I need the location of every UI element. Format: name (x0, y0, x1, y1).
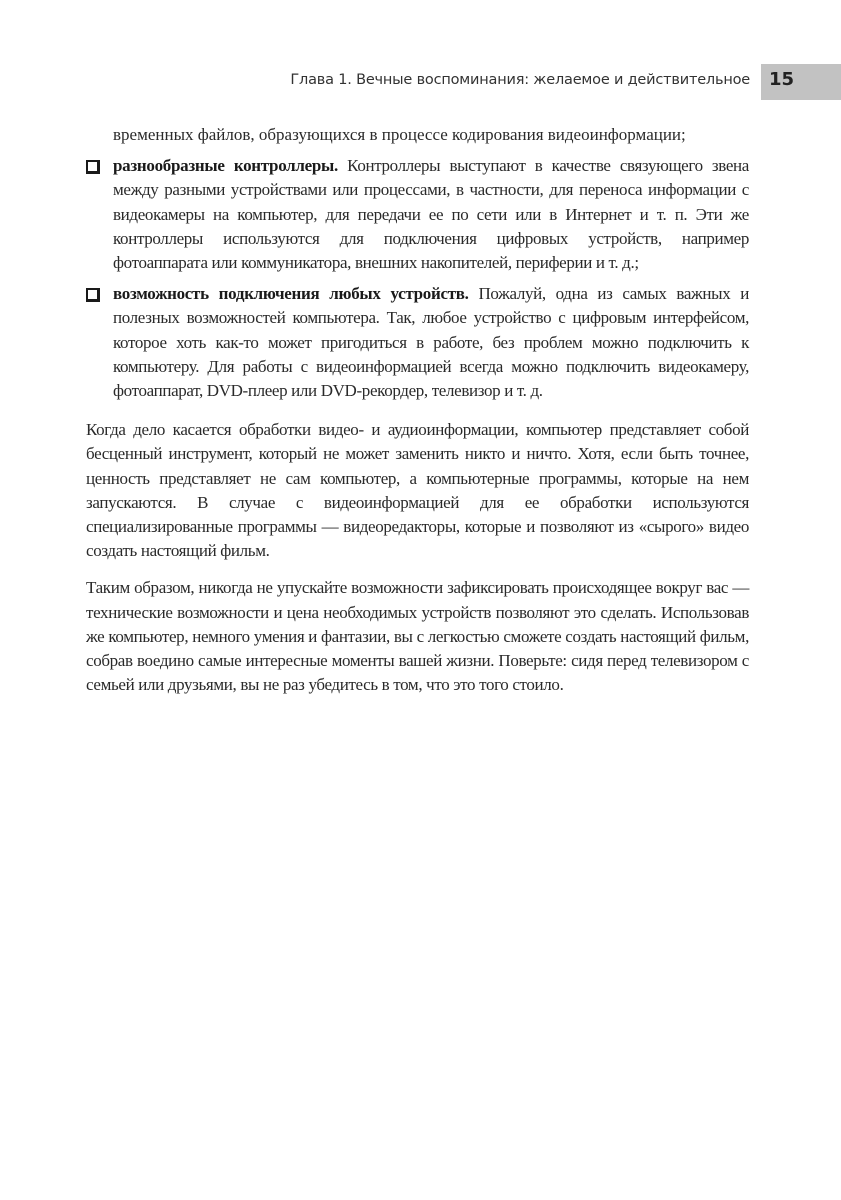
list-item (86, 282, 749, 403)
page-body (86, 123, 749, 697)
checkbox-bullet-icon (86, 288, 100, 302)
paragraph: Когда дело касается обработки видео- и аудиоинформации, компьютер представляет собой бесценный инструмент, который не может заменить никто и ничто. Хотя, если быть точнее, ценность представляет не сам компьютер, а компьютерные программы, которые на нем запускаются. В случае с видеоинформацией для ее обработки используются специализированные программы — видеоредакторы, которые и позволяют из «сырого» видео создать настоящий фильм. (86, 420, 749, 561)
paragraph: Таким образом, никогда не упускайте возможности зафиксировать происходящее вокруг вас — технические возможности и цена необходимых устройств позволяют это сделать. Использовав же компьютер, немного умения и фантазии, вы с легкостью сможете создать настоящий фильм, собрав воедино самые интересные моменты вашей жизни. Поверьте: сидя перед телевизором с семьей или друзьями, вы не раз убедитесь в том, что это того стоило. (86, 578, 749, 695)
page-header (0, 64, 841, 100)
list-item-title: возможность подключения любых устройств. (113, 284, 469, 304)
checkbox-bullet-icon (86, 160, 100, 174)
list-item (86, 154, 749, 275)
running-title: Глава 1. Вечные воспоминания: желаемое и действительное (290, 72, 750, 88)
list-item-title: разнообразные контроллеры. (113, 156, 338, 176)
list-item-continuation: временных файлов, образующихся в процессе кодирования видеоинформации; (113, 125, 686, 144)
page-number-box (761, 64, 841, 100)
list-item-text: Пожалуй, одна из самых важных и полезных возможностей компьютера. Так, любое устройство с цифровым интерфейсом, которое хоть как-то может пригодиться в работе, без проблем можно подключить к компьютеру. Для работы с видеоинформацией всегда можно подключить видеокамеру, фотоаппарат, DVD-плеер или DVD-рекордер, телевизор и т. д. (113, 284, 749, 401)
list-item-text: Контроллеры выступают в качестве связующего звена между разными устройствами или процессами, в частности, для переноса информации с видеокамеры на компьютер, для передачи ее по сети или в Интернет и т. п. Эти же контроллеры используются для подключения цифровых устройств, например фотоаппарата или коммуникатора, внешних накопителей, периферии и т. д.; (113, 156, 749, 273)
page-number: 15 (769, 69, 795, 90)
